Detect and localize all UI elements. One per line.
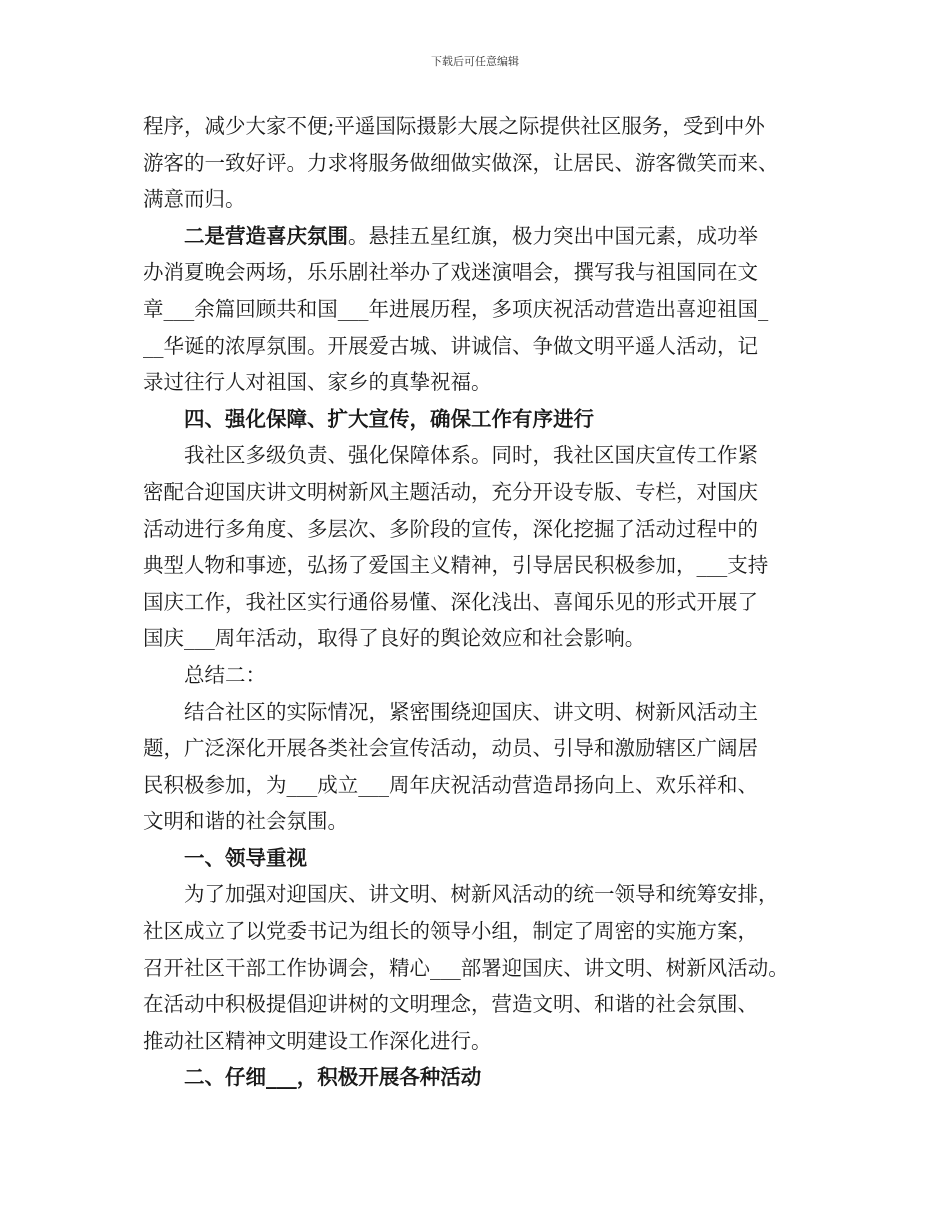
line-text: 满意而归。 [143, 187, 246, 212]
text-line [143, 694, 833, 731]
line-text: 召开社区干部工作协调会，精心___部署迎国庆、讲文明、树新风活动。 [143, 955, 789, 980]
line-text: 密配合迎国庆讲文明树新风主题活动，充分开设专版、专栏，对国庆 [143, 479, 758, 504]
text-line [143, 840, 833, 877]
line-text: 国庆___周年活动，取得了良好的舆论效应和社会影响。 [143, 626, 646, 651]
line-text: 活动进行多角度、多层次、多阶段的宣传，深化挖掘了活动过程中的 [143, 516, 758, 541]
text-line [143, 950, 833, 987]
bold-lead: 一、领导重视 [184, 845, 307, 870]
text-line [143, 218, 833, 255]
line-text: 总结二： [184, 662, 266, 687]
text-line [143, 547, 833, 584]
line-text: 文明和谐的社会氛围。 [143, 809, 348, 834]
line-text: __华诞的浓厚氛围。开展爱古城、讲诚信、争做文明平遥人活动，记 [143, 333, 758, 358]
page-header: 下载后可任意编辑 [431, 55, 519, 68]
line-text: 我社区多级负责、强化保障体系。同时，我社区国庆宣传工作紧 [184, 443, 758, 468]
text-line [143, 254, 833, 291]
bold-lead: 二是营造喜庆氛围 [184, 223, 348, 248]
line-text: 典型人物和事迹，弘扬了爱国主义精神，引导居民积极参加，___支持 [143, 553, 769, 578]
text-line [143, 437, 833, 474]
text-line [143, 913, 833, 950]
line-text: 在活动中积极提倡迎讲树的文明理念，营造文明、和谐的社会氛围、 [143, 992, 758, 1017]
line-text: 为了加强对迎国庆、讲文明、树新风活动的统一领导和统筹安排， [184, 882, 779, 907]
document-body [143, 108, 833, 1096]
text-line [143, 730, 833, 767]
line-text: 民积极参加，为___成立___周年庆祝活动营造昂扬向上、欢乐祥和、 [143, 772, 758, 797]
text-line [143, 474, 833, 511]
line-text: 社区成立了以党委书记为组长的领导小组，制定了周密的实施方案， [143, 919, 758, 944]
text-line [143, 145, 833, 182]
text-line [143, 511, 833, 548]
text-line [143, 328, 833, 365]
bold-lead: 二、仔细___，积极开展各种活动 [184, 1065, 482, 1090]
text-line [143, 803, 833, 840]
line-text: 。悬挂五星红旗，极力突出中国元素，成功举 [348, 223, 758, 248]
text-line [143, 108, 833, 145]
line-text: 办消夏晚会两场，乐乐剧社举办了戏迷演唱会，撰写我与祖国同在文 [143, 260, 758, 285]
line-text: 游客的一致好评。力求将服务做细做实做深，让居民、游客微笑而来、 [143, 150, 779, 175]
text-line [143, 1023, 833, 1060]
text-line [143, 986, 833, 1023]
text-line [143, 767, 833, 804]
text-line [143, 584, 833, 621]
line-text: 推动社区精神文明建设工作深化进行。 [143, 1028, 492, 1053]
text-line [143, 1059, 833, 1096]
line-text: 录过往行人对祖国、家乡的真挚祝福。 [143, 370, 492, 395]
line-text: 国庆工作，我社区实行通俗易懂、深化浅出、喜闻乐见的形式开展了 [143, 589, 758, 614]
bold-lead: 四、强化保障、扩大宣传，确保工作有序进行 [184, 406, 594, 431]
line-text: 结合社区的实际情况，紧密围绕迎国庆、讲文明、树新风活动主 [184, 699, 758, 724]
line-text: 题，广泛深化开展各类社会宣传活动，动员、引导和激励辖区广阔居 [143, 736, 758, 761]
line-text: 程序，减少大家不便;平遥国际摄影大展之际提供社区服务，受到中外 [143, 114, 765, 138]
text-line [143, 657, 833, 694]
line-text: 章___余篇回顾共和国___年进展历程，多项庆祝活动营造出喜迎祖国_ [143, 296, 769, 321]
text-line [143, 876, 833, 913]
text-line [143, 364, 833, 401]
text-line [143, 620, 833, 657]
text-line [143, 291, 833, 328]
text-line [143, 401, 833, 438]
text-line [143, 181, 833, 218]
